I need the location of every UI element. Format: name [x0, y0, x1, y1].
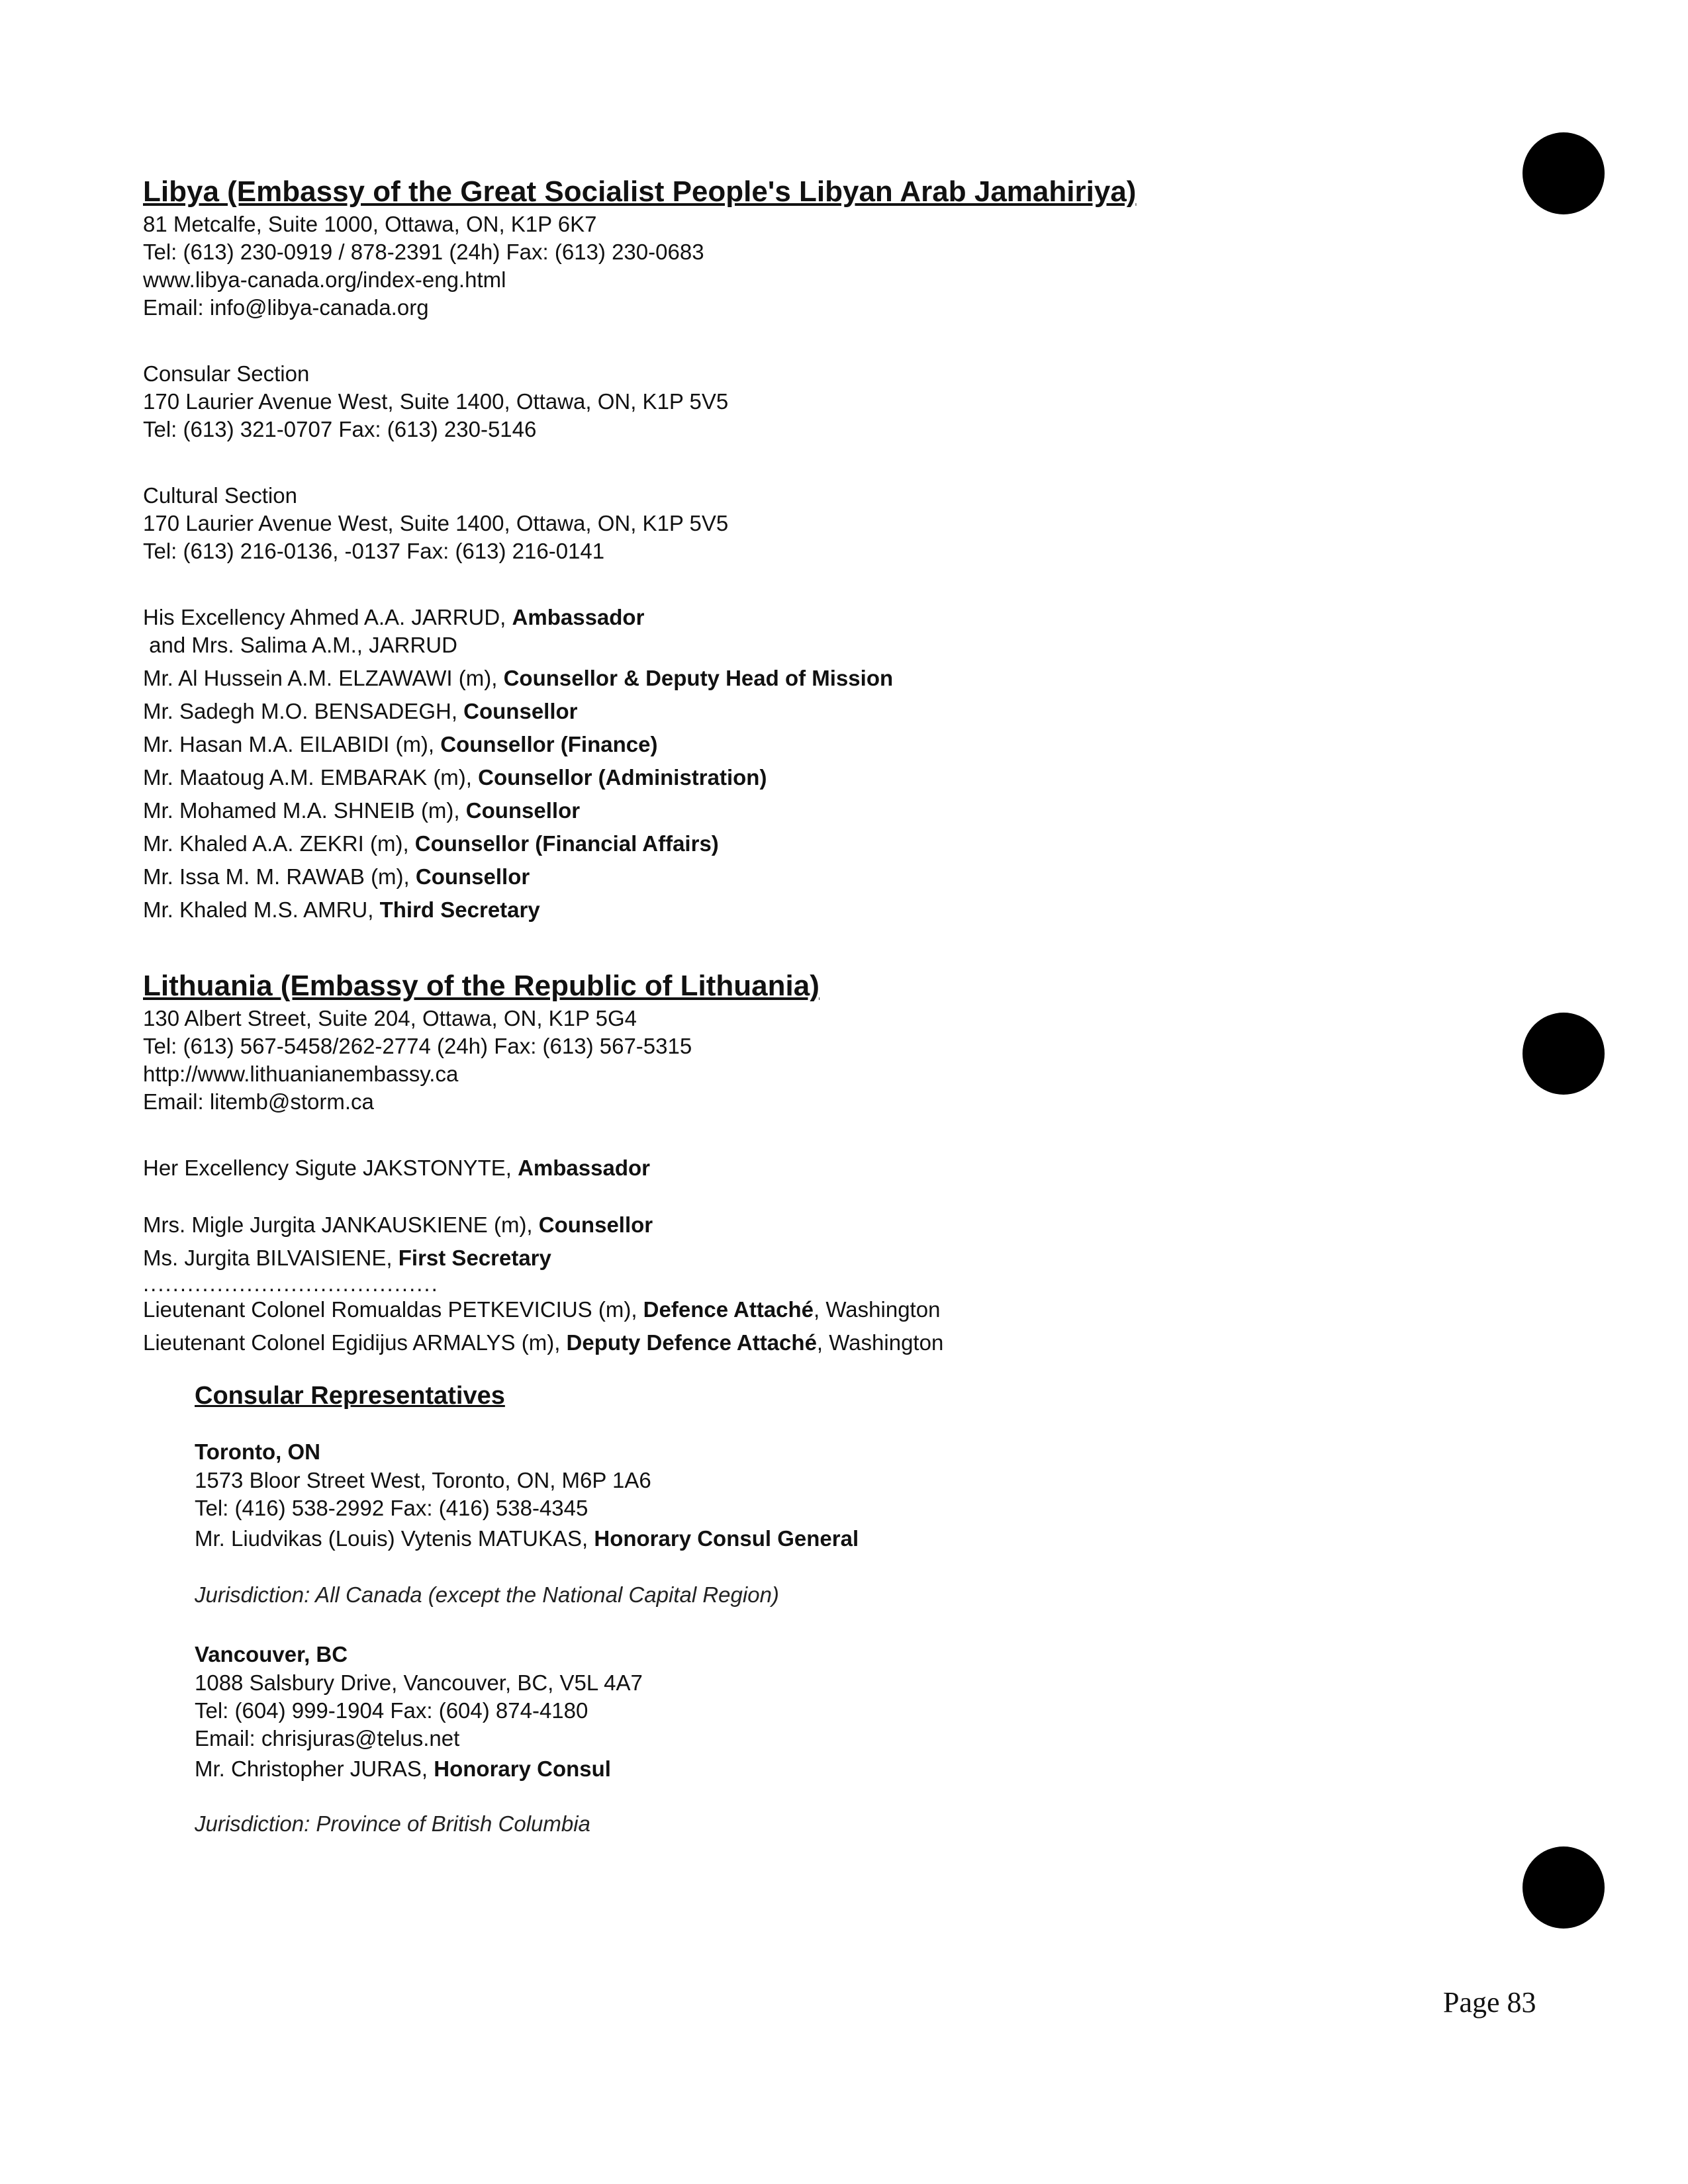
toronto-tel: Tel: (416) 538-2992 Fax: (416) 538-4345 — [195, 1496, 588, 1520]
page-number: Page 83 — [1443, 1986, 1536, 2019]
vancouver-tel: Tel: (604) 999-1904 Fax: (604) 874-4180 — [195, 1698, 588, 1723]
toronto-jurisdiction: Jurisdiction: All Canada (except the National Capital Region) — [195, 1582, 779, 1607]
libya-cultural-address: 170 Laurier Avenue West, Suite 1400, Ottawa, ON, K1P 5V5 — [143, 511, 729, 535]
toronto-city: Toronto, ON — [195, 1439, 321, 1464]
toronto-consul: Mr. Liudvikas (Louis) Vytenis MATUKAS, Honorary Consul General — [195, 1526, 859, 1551]
toronto-address: 1573 Bloor Street West, Toronto, ON, M6P 1A6 — [195, 1468, 651, 1492]
libya-staff-2: Mr. Sadegh M.O. BENSADEGH, Counsellor — [143, 699, 578, 723]
libya-ambassador-title: Ambassador — [512, 605, 645, 629]
lithuania-tel: Tel: (613) 567-5458/262-2774 (24h) Fax: (613) 567-5315 — [143, 1034, 692, 1058]
libya-email[interactable]: Email: info@libya-canada.org — [143, 295, 429, 320]
libya-staff-8: Mr. Khaled M.S. AMRU, Third Secretary — [143, 897, 540, 922]
libya-staff-list — [143, 662, 1467, 927]
lithuania-attache-2: Lieutenant Colonel Egidijus ARMALYS (m), Deputy Defence Attaché, Washington — [143, 1330, 944, 1355]
lithuania-ambassador-name: Her Excellency Sigute JAKSTONYTE, — [143, 1156, 518, 1180]
punch-hole-middle — [1523, 1013, 1605, 1095]
libya-staff-1: Mr. Al Hussein A.M. ELZAWAWI (m), Counsellor & Deputy Head of Mission — [143, 666, 894, 690]
punch-hole-bottom — [1523, 1846, 1605, 1929]
separator-dots: ........................................ — [143, 1271, 439, 1296]
vancouver-address: 1088 Salsbury Drive, Vancouver, BC, V5L 4A7 — [195, 1670, 643, 1695]
libya-address: 81 Metcalfe, Suite 1000, Ottawa, ON, K1P 6K7 — [143, 212, 597, 236]
libya-staff-7: Mr. Issa M. M. RAWAB (m), Counsellor — [143, 864, 530, 889]
lithuania-ambassador — [143, 1154, 1467, 1182]
lithuania-address: 130 Albert Street, Suite 204, Ottawa, ON, K1P 5G4 — [143, 1006, 637, 1030]
libya-staff-3: Mr. Hasan M.A. EILABIDI (m), Counsellor (Finance) — [143, 732, 658, 756]
lithuania-website[interactable]: http://www.lithuanianembassy.ca — [143, 1062, 459, 1086]
vancouver-consul: Mr. Christopher JURAS, Honorary Consul — [195, 1756, 611, 1781]
libya-section — [143, 173, 1467, 927]
consular-representatives-heading: Consular Representatives — [195, 1382, 505, 1410]
libya-ambassador — [143, 604, 1467, 631]
libya-cultural-title: Cultural Section — [143, 483, 297, 508]
vancouver-jurisdiction: Jurisdiction: Province of British Columbia — [195, 1811, 590, 1836]
libya-consular-address: 170 Laurier Avenue West, Suite 1400, Ottawa, ON, K1P 5V5 — [143, 389, 729, 414]
lithuania-staff-1: Mrs. Migle Jurgita JANKAUSKIENE (m), Counsellor — [143, 1212, 653, 1237]
punch-hole-top — [1523, 132, 1605, 214]
lithuania-section — [143, 968, 1467, 1839]
libya-ambassador-name: His Excellency Ahmed A.A. JARRUD, — [143, 605, 512, 629]
lithuania-attache-1: Lieutenant Colonel Romualdas PETKEVICIUS (m), Defence Attaché, Washington — [143, 1297, 941, 1322]
consular-representatives — [195, 1379, 1467, 1839]
libya-staff-4: Mr. Maatoug A.M. EMBARAK (m), Counsellor (Administration) — [143, 765, 767, 790]
lithuania-email[interactable]: Email: litemb@storm.ca — [143, 1089, 374, 1114]
libya-staff-6: Mr. Khaled A.A. ZEKRI (m), Counsellor (Financial Affairs) — [143, 831, 719, 856]
libya-cultural-tel: Tel: (613) 216-0136, -0137 Fax: (613) 216-0141 — [143, 539, 605, 563]
libya-consular-tel: Tel: (613) 321-0707 Fax: (613) 230-5146 — [143, 417, 537, 441]
lithuania-heading: Lithuania (Embassy of the Republic of Lithuania) — [143, 970, 820, 1002]
libya-consular-title: Consular Section — [143, 361, 310, 386]
libya-staff-5: Mr. Mohamed M.A. SHNEIB (m), Counsellor — [143, 798, 581, 823]
lithuania-staff-2: Ms. Jurgita BILVAISIENE, First Secretary — [143, 1246, 551, 1270]
vancouver-email[interactable]: Email: chrisjuras@telus.net — [195, 1726, 460, 1751]
libya-ambassador-spouse: and Mrs. Salima A.M., JARRUD — [143, 633, 457, 657]
libya-tel: Tel: (613) 230-0919 / 878-2391 (24h) Fax: (613) 230-0683 — [143, 240, 704, 264]
libya-website[interactable]: www.libya-canada.org/index-eng.html — [143, 267, 506, 292]
libya-heading: Libya (Embassy of the Great Socialist People's Libyan Arab Jamahiriya) — [143, 175, 1137, 208]
lithuania-ambassador-title: Ambassador — [518, 1156, 650, 1180]
vancouver-city: Vancouver, BC — [195, 1642, 348, 1666]
